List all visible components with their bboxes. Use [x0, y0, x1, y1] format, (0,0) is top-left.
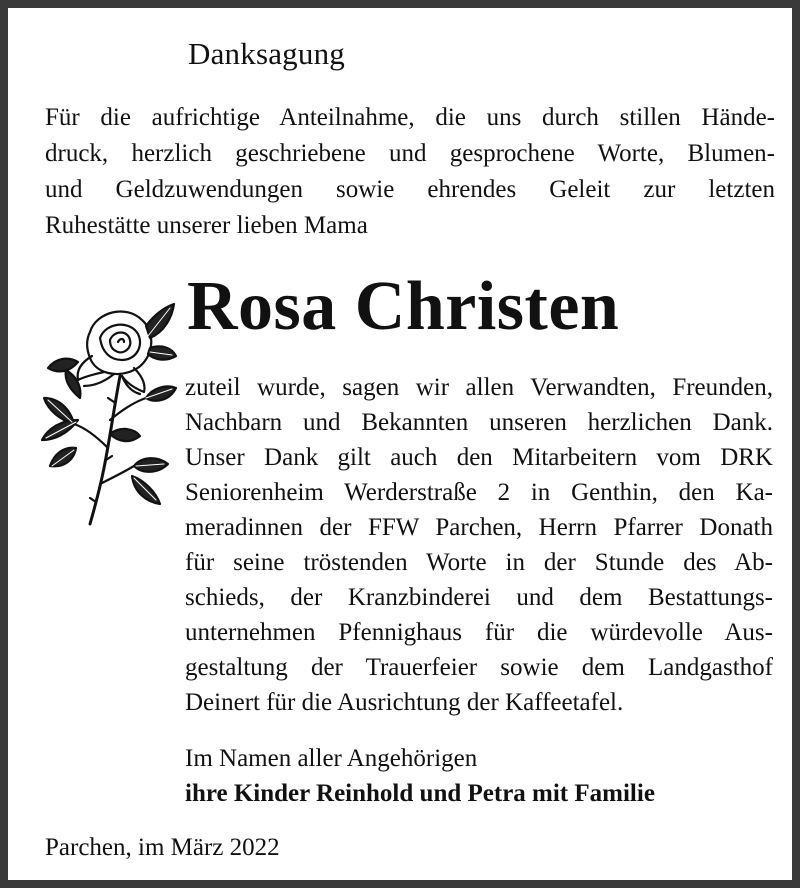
place-date: Parchen, im März 2022 — [45, 834, 280, 861]
body-line: unternehmen Pfennighaus für die würdevolle Aus- — [185, 619, 773, 646]
signature: ihre Kinder Reinhold und Petra mit Familie — [185, 780, 655, 807]
intro-line: und Geldzuwendungen sowie ehrendes Geleit zur letzten — [45, 176, 775, 203]
notice-title: Danksagung — [188, 36, 345, 71]
body-line: meradinnen der FFW Parchen, Herrn Pfarrer Donath — [185, 514, 773, 541]
intro-line: druck, herzlich geschriebene und gesprochene Worte, Blumen- — [45, 140, 775, 167]
body-line: Deinert für die Ausrichtung der Kaffeetafel. — [185, 689, 624, 716]
body-line: schieds, der Kranzbinderei und dem Bestattungs- — [185, 584, 773, 611]
rose-icon — [34, 298, 180, 530]
intro-line: Ruhestätte unserer lieben Mama — [45, 212, 368, 239]
body-line: gestaltung der Trauerfeier sowie dem Landgasthof — [185, 654, 773, 681]
intro-line: Für die aufrichtige Anteilnahme, die uns durch stillen Hände- — [45, 104, 775, 131]
deceased-name: Rosa Christen — [187, 268, 620, 345]
body-line: zuteil wurde, sagen wir allen Verwandten, Freunden, — [185, 374, 773, 401]
signature-intro: Im Namen aller Angehörigen — [185, 745, 478, 772]
body-line: Unser Dank gilt auch den Mitarbeitern vom DRK — [185, 444, 773, 471]
body-line: für seine tröstenden Worte in der Stunde des Ab- — [185, 549, 773, 576]
body-line: Seniorenheim Werderstraße 2 in Genthin, den Ka- — [185, 479, 773, 506]
body-line: Nachbarn und Bekannten unseren herzlichen Dank. — [185, 409, 773, 436]
